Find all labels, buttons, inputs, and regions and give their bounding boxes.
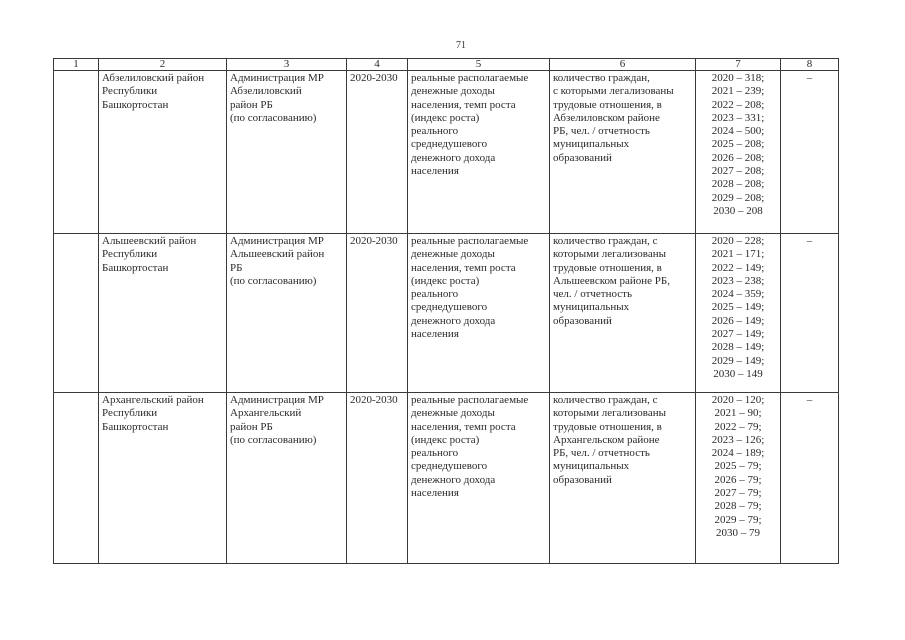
year-value: 2025 – 149; — [711, 301, 765, 314]
note-cell: – — [781, 71, 839, 234]
measure-cell: количество граждан, с которыми легализованы трудовые отношения, в Архангельском районе РБ, чел. / отчетность муниципальных образований — [550, 393, 696, 564]
column-header: 1 — [54, 59, 99, 71]
year-value: 2027 – 79; — [714, 487, 762, 500]
row-number-cell — [54, 393, 99, 564]
year-value: 2021 – 239; — [711, 85, 765, 98]
period-cell: 2020-2030 — [347, 393, 408, 564]
district-cell: Абзелиловский район Республики Башкортостан — [99, 71, 227, 234]
district-cell: Альшеевский район Республики Башкортостан — [99, 234, 227, 393]
year-value: 2024 – 500; — [711, 125, 765, 138]
year-value: 2025 – 208; — [711, 138, 765, 151]
year-value: 2020 – 120; — [711, 394, 765, 406]
year-value: 2028 – 79; — [714, 500, 762, 513]
data-table — [53, 58, 839, 564]
indicator-cell: реальные располагаемые денежные доходы населения, темп роста (индекс роста) реального среднедушевого денежного дохода населения — [408, 393, 550, 564]
year-value: 2024 – 359; — [711, 288, 765, 301]
table-row — [54, 234, 839, 393]
table-row — [54, 393, 839, 564]
column-header: 6 — [550, 59, 696, 71]
year-value: 2022 – 208; — [711, 98, 765, 111]
year-value: 2023 – 331; — [711, 111, 765, 124]
row-number-cell — [54, 234, 99, 393]
years-cell — [696, 234, 781, 393]
note-cell: – — [781, 234, 839, 393]
indicator-cell: реальные располагаемые денежные доходы населения, темп роста (индекс роста) реального среднедушевого денежного дохода населения — [408, 234, 550, 393]
indicator-cell: реальные располагаемые денежные доходы населения, темп роста (индекс роста) реального среднедушевого денежного дохода населения — [408, 71, 550, 234]
year-value: 2025 – 79; — [714, 460, 762, 473]
year-value: 2026 – 149; — [711, 314, 765, 327]
column-header: 7 — [696, 59, 781, 71]
year-value: 2028 – 149; — [711, 341, 765, 354]
year-value: 2027 – 208; — [711, 165, 765, 178]
year-value: 2027 – 149; — [711, 328, 765, 341]
year-value: 2028 – 208; — [711, 178, 765, 191]
year-value: 2026 – 208; — [711, 151, 765, 164]
period-cell: 2020-2030 — [347, 71, 408, 234]
measure-cell: количество граждан, с которыми легализованы трудовые отношения, в Абзелиловском районе РБ, чел. / отчетность муниципальных образований — [550, 71, 696, 234]
table-row — [54, 71, 839, 234]
year-value: 2024 – 189; — [711, 447, 765, 460]
column-header: 5 — [408, 59, 550, 71]
year-value: 2029 – 149; — [711, 354, 765, 367]
measure-cell: количество граждан, с которыми легализованы трудовые отношения, в Альшеевском районе РБ, чел. / отчетность муниципальных образований — [550, 234, 696, 393]
year-value: 2021 – 90; — [714, 407, 762, 420]
period-cell: 2020-2030 — [347, 234, 408, 393]
year-value: 2020 – 228; — [711, 235, 765, 247]
year-value: 2029 – 79; — [714, 513, 762, 526]
year-value: 2022 – 149; — [711, 261, 765, 274]
year-value: 2020 – 318; — [711, 72, 765, 84]
year-value: 2030 – 149 — [713, 367, 763, 380]
year-value: 2023 – 126; — [711, 433, 765, 446]
header-row — [54, 59, 839, 71]
executor-cell: Администрация МР Архангельский район РБ (по согласованию) — [227, 393, 347, 564]
executor-cell: Администрация МР Альшеевский район РБ (по согласованию) — [227, 234, 347, 393]
year-value: 2023 – 238; — [711, 274, 765, 287]
column-header: 4 — [347, 59, 408, 71]
district-cell: Архангельский район Республики Башкортостан — [99, 393, 227, 564]
executor-cell: Администрация МР Абзелиловский район РБ (по согласованию) — [227, 71, 347, 234]
year-value: 2026 – 79; — [714, 473, 762, 486]
page-number: 71 — [456, 40, 466, 51]
year-value: 2030 – 79 — [716, 526, 760, 539]
years-cell — [696, 71, 781, 234]
year-value: 2022 – 79; — [714, 420, 762, 433]
year-value: 2029 – 208; — [711, 191, 765, 204]
year-value: 2030 – 208 — [713, 204, 763, 217]
year-value: 2021 – 171; — [711, 248, 765, 261]
row-number-cell — [54, 71, 99, 234]
column-header: 3 — [227, 59, 347, 71]
column-header: 2 — [99, 59, 227, 71]
years-cell — [696, 393, 781, 564]
column-header: 8 — [781, 59, 839, 71]
note-cell: – — [781, 393, 839, 564]
